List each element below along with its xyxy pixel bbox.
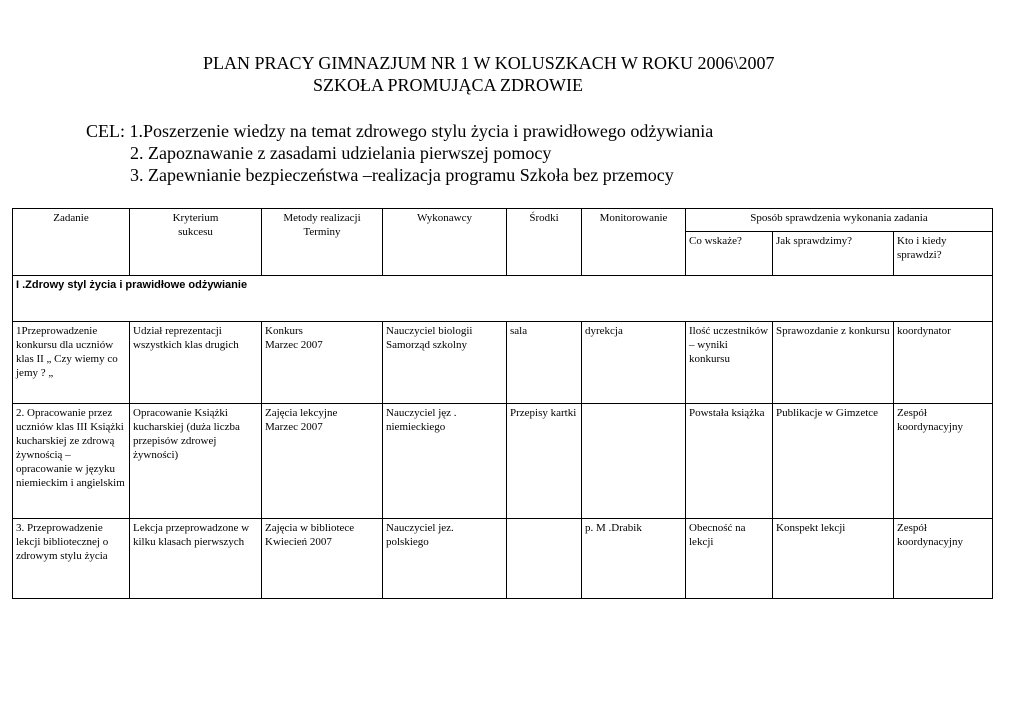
cell-kryterium: Lekcja przeprowadzone w kilku klasach pierwszych: [130, 519, 262, 599]
title-line-2: SZKOŁA PROMUJĄCA ZDROWIE: [313, 75, 584, 95]
cell-metody: Zajęcia w bibliotece Kwiecień 2007: [262, 519, 383, 599]
cell-monitorowanie: p. M .Drabik: [582, 519, 686, 599]
goals-section: [86, 120, 713, 186]
header-metody: Metody realizacji Terminy: [262, 209, 383, 276]
cell-zadanie: 2. Opracowanie przez uczniów klas III Książki kucharskiej ze zdrową żywnością – opracowanie w języku niemieckim i angielskim: [13, 404, 130, 519]
cell-kryterium: Opracowanie Książki kucharskiej (duża liczba przepisów zdrowej żywności): [130, 404, 262, 519]
plan-table: [12, 208, 993, 599]
cell-zadanie: 3. Przeprowadzenie lekcji bibliotecznej o zdrowym stylu życia: [13, 519, 130, 599]
cell-co-wskaze: Powstała książka: [686, 404, 773, 519]
table-row: [13, 322, 993, 404]
cell-srodki: [507, 519, 582, 599]
title-line-1: PLAN PRACY GIMNAZJUM NR 1 W KOLUSZKACH W ROKU 2006\2007: [203, 53, 775, 73]
cell-srodki: Przepisy kartki: [507, 404, 582, 519]
cell-co-wskaze: Ilość uczestników – wyniki konkursu: [686, 322, 773, 404]
cell-metody: Zajęcia lekcyjne Marzec 2007: [262, 404, 383, 519]
cell-kto-i-kiedy: koordynator: [894, 322, 993, 404]
table-row: [13, 519, 993, 599]
table-row: [13, 404, 993, 519]
cell-co-wskaze: Obecność na lekcji: [686, 519, 773, 599]
header-kryterium: Kryterium sukcesu: [130, 209, 262, 276]
cell-monitorowanie: [582, 404, 686, 519]
cell-jak-sprawdzimy: Publikacje w Gimzetce: [773, 404, 894, 519]
header-jak-sprawdzimy: Jak sprawdzimy?: [773, 232, 894, 276]
cell-srodki: sala: [507, 322, 582, 404]
cell-wykonawcy: Nauczyciel biologii Samorząd szkolny: [383, 322, 507, 404]
header-wykonawcy: Wykonawcy: [383, 209, 507, 276]
cell-zadanie: 1Przeprowadzenie konkursu dla uczniów klas II „ Czy wiemy co jemy ? „: [13, 322, 130, 404]
cell-wykonawcy: Nauczyciel jez. polskiego: [383, 519, 507, 599]
header-zadanie: Zadanie: [13, 209, 130, 276]
cell-wykonawcy: Nauczyciel jęz . niemieckiego: [383, 404, 507, 519]
cell-kto-i-kiedy: Zespół koordynacyjny: [894, 519, 993, 599]
header-srodki: Środki: [507, 209, 582, 276]
goal-1: CEL: 1.Poszerzenie wiedzy na temat zdrowego stylu życia i prawidłowego odżywiania: [86, 121, 714, 141]
header-sposob: Sposób sprawdzenia wykonania zadania: [686, 209, 993, 232]
header-co-wskaze: Co wskaże?: [686, 232, 773, 276]
cell-metody: Konkurs Marzec 2007: [262, 322, 383, 404]
cell-jak-sprawdzimy: Konspekt lekcji: [773, 519, 894, 599]
goal-2: 2. Zapoznawanie z zasadami udzielania pierwszej pomocy: [130, 143, 552, 163]
cell-kto-i-kiedy: Zespół koordynacyjny: [894, 404, 993, 519]
cell-jak-sprawdzimy: Sprawozdanie z konkursu: [773, 322, 894, 404]
goal-3: 3. Zapewnianie bezpieczeństwa –realizacja programu Szkoła bez przemocy: [130, 165, 674, 185]
header-kto-i-kiedy: Kto i kiedy sprawdzi?: [894, 232, 993, 276]
section-title: I .Zdrowy styl życia i prawidłowe odżywianie: [13, 276, 993, 322]
cell-kryterium: Udział reprezentacji wszystkich klas drugich: [130, 322, 262, 404]
cell-monitorowanie: dyrekcja: [582, 322, 686, 404]
header-monitorowanie: Monitorowanie: [582, 209, 686, 276]
